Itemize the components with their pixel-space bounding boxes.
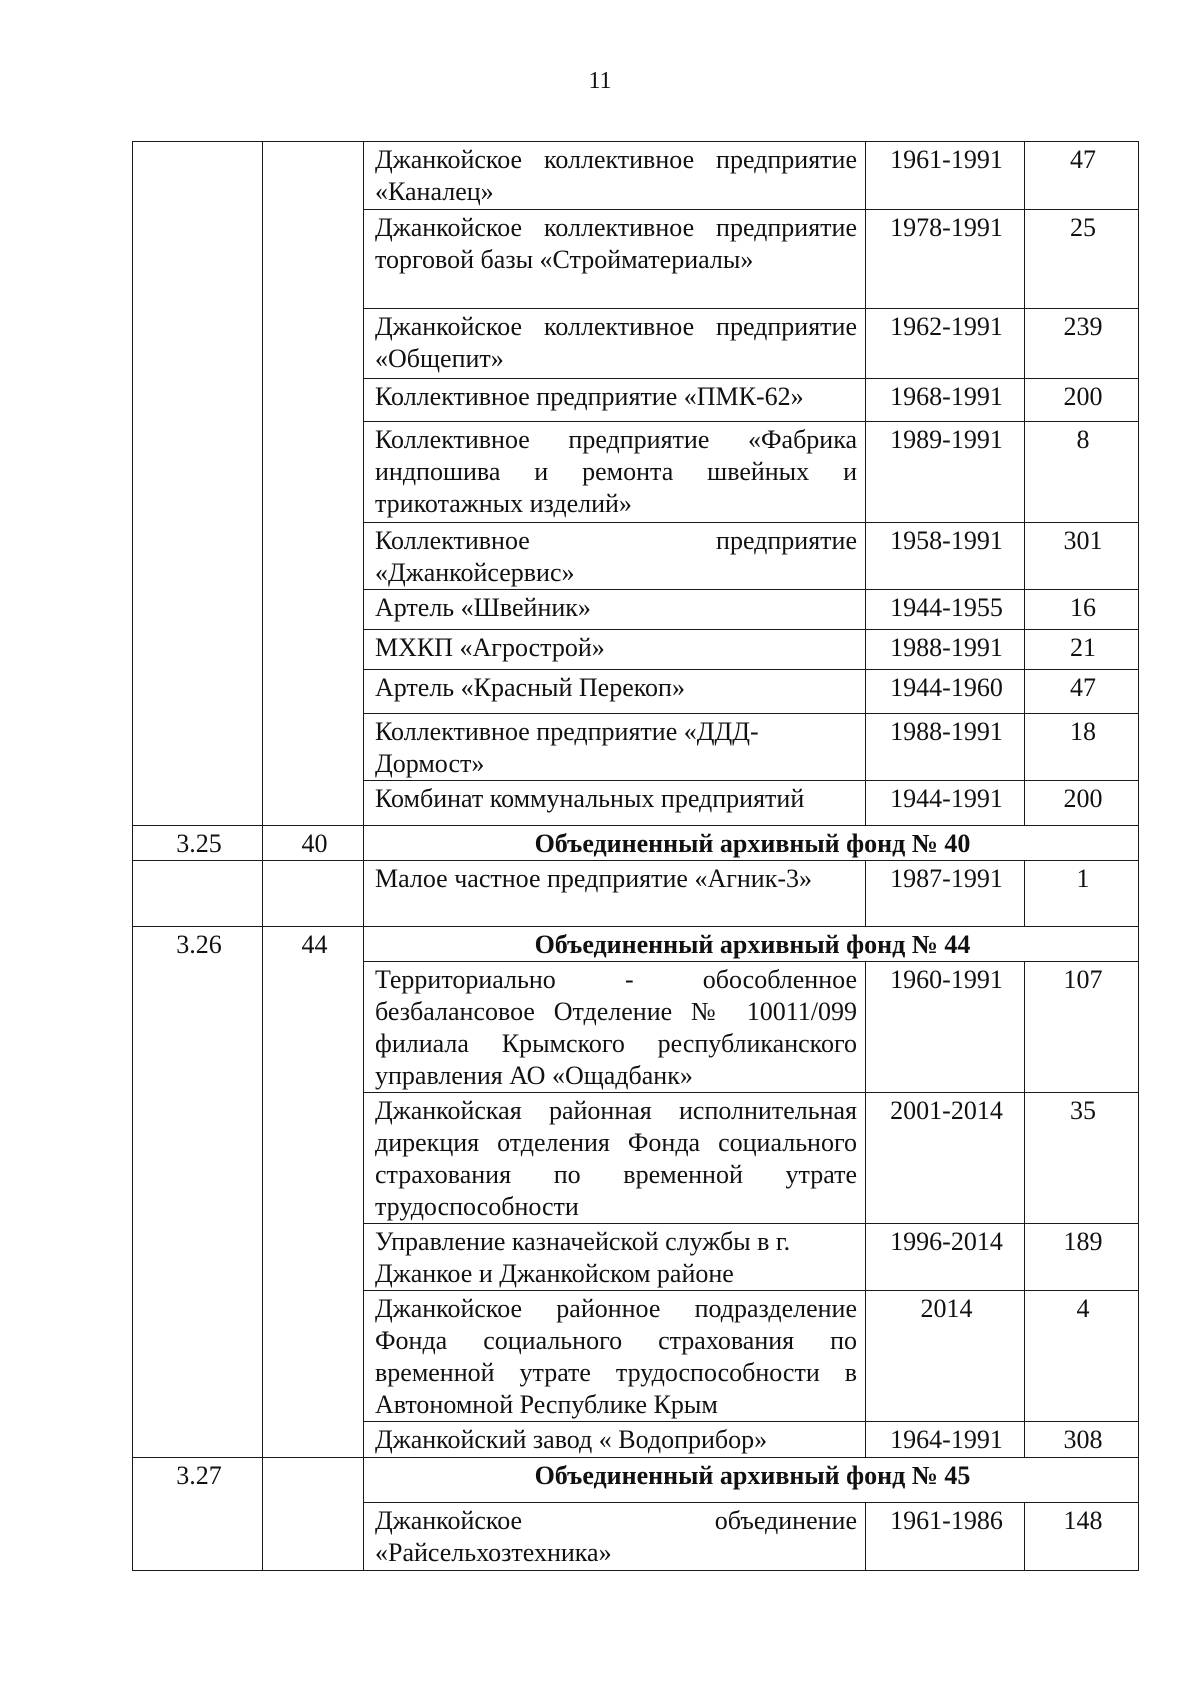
- file-count: 301: [1025, 523, 1139, 590]
- file-count: 16: [1025, 590, 1139, 630]
- date-range: 1978-1991: [866, 210, 1025, 309]
- date-range: 1989-1991: [866, 422, 1025, 523]
- date-range: 1988-1991: [866, 714, 1025, 781]
- file-count: 4: [1025, 1291, 1139, 1422]
- fond-number-cell: 44: [263, 927, 364, 1458]
- organization-name: Джанкойский завод « Водоприбор»: [364, 1422, 866, 1458]
- file-count: 47: [1025, 670, 1139, 714]
- fond-header-row: [133, 1458, 1139, 1503]
- organization-name: Территориально - обособленное безбалансовое Отделение № 10011/099 филиала Крымского республиканского управления АО «Ощадбанк»: [364, 962, 866, 1093]
- date-range: 1968-1991: [866, 379, 1025, 422]
- organization-name: Джанкойская районная исполнительная дирекция отделения Фонда социального страхования по временной утрате трудоспособности: [364, 1093, 866, 1224]
- file-count: 308: [1025, 1422, 1139, 1458]
- file-count: 47: [1025, 142, 1139, 210]
- file-count: 25: [1025, 210, 1139, 309]
- file-count: 1: [1025, 861, 1139, 927]
- file-count: 148: [1025, 1503, 1139, 1571]
- organization-name: Джанкойское объединение «Райсельхозтехника»: [364, 1503, 866, 1571]
- organization-name: Коллективное предприятие «ПМК-62»: [364, 379, 866, 422]
- organization-name: Артель «Швейник»: [364, 590, 866, 630]
- fond-title: Объединенный архивный фонд № 44: [364, 927, 1139, 962]
- organization-name: Коллективное предприятие «Джанкойсервис»: [364, 523, 866, 590]
- file-count: 200: [1025, 781, 1139, 826]
- row-number-cell: [133, 142, 263, 826]
- organization-name: Комбинат коммунальных предприятий: [364, 781, 866, 826]
- fond-number-cell: [263, 1458, 364, 1571]
- file-count: 200: [1025, 379, 1139, 422]
- table-row: [133, 861, 1139, 927]
- date-range: 1961-1991: [866, 142, 1025, 210]
- organization-name: Джанкойское районное подразделение Фонда социального страхования по временной утрате трудоспособности в Автономной Республике Крым: [364, 1291, 866, 1422]
- fond-title: Объединенный архивный фонд № 40: [364, 826, 1139, 861]
- organization-name: Малое частное предприятие «Агник-3»: [364, 861, 866, 927]
- page-number: 11: [588, 68, 612, 94]
- date-range: 1961-1986: [866, 1503, 1025, 1571]
- organization-name: Коллективное предприятие «Фабрика индпошива и ремонта швейных и трикотажных изделий»: [364, 422, 866, 523]
- file-count: 189: [1025, 1224, 1139, 1291]
- organization-name: Джанкойское коллективное предприятие «Каналец»: [364, 142, 866, 210]
- file-count: 18: [1025, 714, 1139, 781]
- file-count: 8: [1025, 422, 1139, 523]
- date-range: 1996-2014: [866, 1224, 1025, 1291]
- date-range: 1964-1991: [866, 1422, 1025, 1458]
- fond-number-cell: [263, 142, 364, 826]
- row-number-cell: 3.26: [133, 927, 263, 1458]
- fond-number-cell: [263, 861, 364, 927]
- date-range: 1944-1991: [866, 781, 1025, 826]
- organization-name: Артель «Красный Перекоп»: [364, 670, 866, 714]
- organization-name: Джанкойское коллективное предприятие «Общепит»: [364, 309, 866, 379]
- fond-title: Объединенный архивный фонд № 45: [364, 1458, 1139, 1503]
- date-range: 1962-1991: [866, 309, 1025, 379]
- row-number-cell: 3.27: [133, 1458, 263, 1571]
- date-range: 1958-1991: [866, 523, 1025, 590]
- fond-header-row: [133, 927, 1139, 962]
- date-range: 1988-1991: [866, 630, 1025, 670]
- fond-number-cell: 40: [263, 826, 364, 861]
- file-count: 35: [1025, 1093, 1139, 1224]
- row-number-cell: [133, 861, 263, 927]
- organization-name: МХКП «Агрострой»: [364, 630, 866, 670]
- archive-fond-table: [132, 141, 1139, 1571]
- file-count: 21: [1025, 630, 1139, 670]
- organization-name: Джанкойское коллективное предприятие торговой базы «Стройматериалы»: [364, 210, 866, 309]
- date-range: 1944-1955: [866, 590, 1025, 630]
- table-row: [133, 142, 1139, 210]
- date-range: 2001-2014: [866, 1093, 1025, 1224]
- file-count: 107: [1025, 962, 1139, 1093]
- date-range: 1960-1991: [866, 962, 1025, 1093]
- organization-name: Коллективное предприятие «ДДД-Дормост»: [364, 714, 866, 781]
- fond-header-row: [133, 826, 1139, 861]
- date-range: 1987-1991: [866, 861, 1025, 927]
- file-count: 239: [1025, 309, 1139, 379]
- row-number-cell: 3.25: [133, 826, 263, 861]
- date-range: 1944-1960: [866, 670, 1025, 714]
- date-range: 2014: [866, 1291, 1025, 1422]
- organization-name: Управление казначейской службы в г. Джанкое и Джанкойском районе: [364, 1224, 866, 1291]
